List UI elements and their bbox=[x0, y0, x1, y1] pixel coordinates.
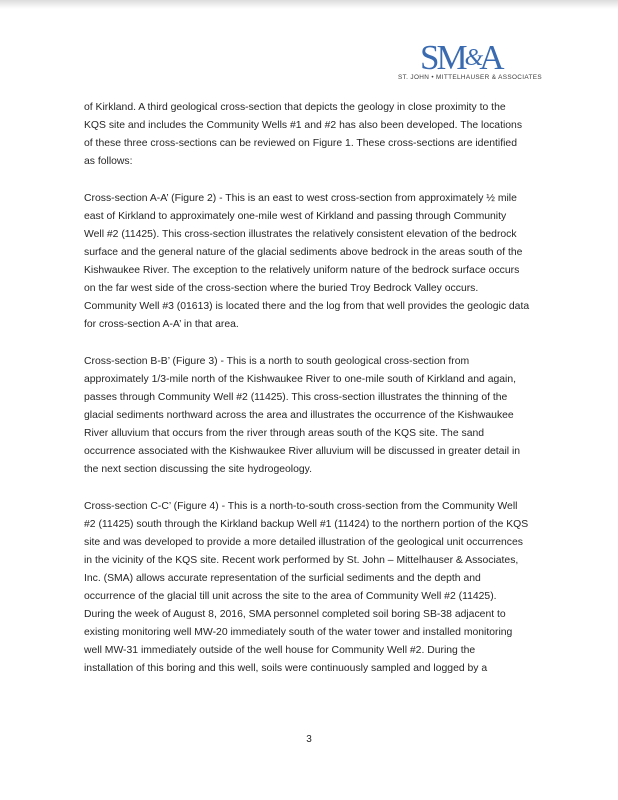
document-body bbox=[84, 99, 546, 697]
text-line: glacial sediments northward across the area and illustrates the occurrence of the Kishwaukee bbox=[84, 410, 514, 421]
text-line: approximately 1/3-mile north of the Kishwaukee River to one-mile south of Kirkland and again, bbox=[84, 374, 517, 385]
text-line: Cross-section C-C’ (Figure 4) - This is a north-to-south cross-section from the Community Well bbox=[84, 501, 518, 512]
text-line: as follows: bbox=[84, 156, 133, 167]
text-line: in the vicinity of the KQS site. Recent work performed by St. John – Mittelhauser & Associates, bbox=[84, 555, 519, 566]
text-line: occurrence associated with the Kishwaukee River alluvium will be discussed in greater detail in bbox=[84, 446, 521, 457]
text-line: of Kirkland. A third geological cross-section that depicts the geology in close proximity to the bbox=[84, 102, 506, 113]
text-line: KQS site and includes the Community Wells #1 and #2 has also been developed. The locations bbox=[84, 120, 523, 131]
text-line: River alluvium that occurs from the river through areas south of the KQS site. The sand bbox=[84, 428, 485, 439]
paragraph-intro bbox=[84, 99, 546, 171]
page-number: 3 bbox=[306, 734, 312, 745]
text-line: the next section discussing the site hydrogeology. bbox=[84, 464, 312, 475]
text-line: Cross-section B-B’ (Figure 3) - This is a north to south geological cross-section from bbox=[84, 356, 470, 367]
text-line: Kishwaukee River. The exception to the relatively uniform nature of the bedrock surface occurs bbox=[84, 265, 520, 276]
text-line: on the far west side of the cross-section where the buried Troy Bedrock Valley occurs. bbox=[84, 283, 479, 294]
scan-edge bbox=[0, 0, 618, 9]
text-line: #2 (11425) south through the Kirkland backup Well #1 (11424) to the northern portion of the KQS bbox=[84, 519, 529, 530]
text-line: installation of this boring and this well, soils were continuously sampled and logged by a bbox=[84, 663, 488, 674]
paragraph-cross-section-b bbox=[84, 353, 546, 479]
text-line: During the week of August 8, 2016, SMA personnel completed soil boring SB-38 adjacent to bbox=[84, 609, 506, 620]
paragraph-cross-section-c bbox=[84, 498, 546, 678]
text-line: Well #2 (11425). This cross-section illustrates the relatively consistent elevation of the bedrock bbox=[84, 229, 517, 240]
text-line: Inc. (SMA) allows accurate representation of the surficial sediments and the depth and bbox=[84, 573, 481, 584]
text-line: well MW-31 immediately outside of the well house for Community Well #2. During the bbox=[84, 645, 476, 656]
text-line: existing monitoring well MW-20 immediately south of the water tower and installed monitoring bbox=[84, 627, 513, 638]
text-line: passes through Community Well #2 (11425). This cross-section illustrates the thinning of the bbox=[84, 392, 508, 403]
text-line: surface and the general nature of the glacial sediments above bedrock in the areas south of the bbox=[84, 247, 523, 258]
logo-mark: SM&A bbox=[420, 38, 502, 77]
text-line: Cross-section A-A’ (Figure 2) - This is an east to west cross-section from approximately ½ mile bbox=[84, 193, 517, 204]
text-line: east of Kirkland to approximately one-mile west of Kirkland and passing through Community bbox=[84, 211, 507, 222]
paragraph-cross-section-a bbox=[84, 190, 546, 334]
text-line: of these three cross-sections can be reviewed on Figure 1. These cross-sections are identified bbox=[84, 138, 517, 149]
text-line: Community Well #3 (01613) is located there and the log from that well provides the geologic data bbox=[84, 301, 530, 312]
text-line: site and was developed to provide a more detailed illustration of the geological unit occurrences bbox=[84, 537, 523, 548]
text-line: for cross-section A-A’ in that area. bbox=[84, 319, 239, 330]
text-line: occurrence of the glacial till unit across the site to the area of Community Well #2 (11425). bbox=[84, 591, 497, 602]
company-logo bbox=[398, 38, 548, 85]
logo-tagline: ST. JOHN • MITTELHAUSER & ASSOCIATES bbox=[398, 74, 542, 81]
